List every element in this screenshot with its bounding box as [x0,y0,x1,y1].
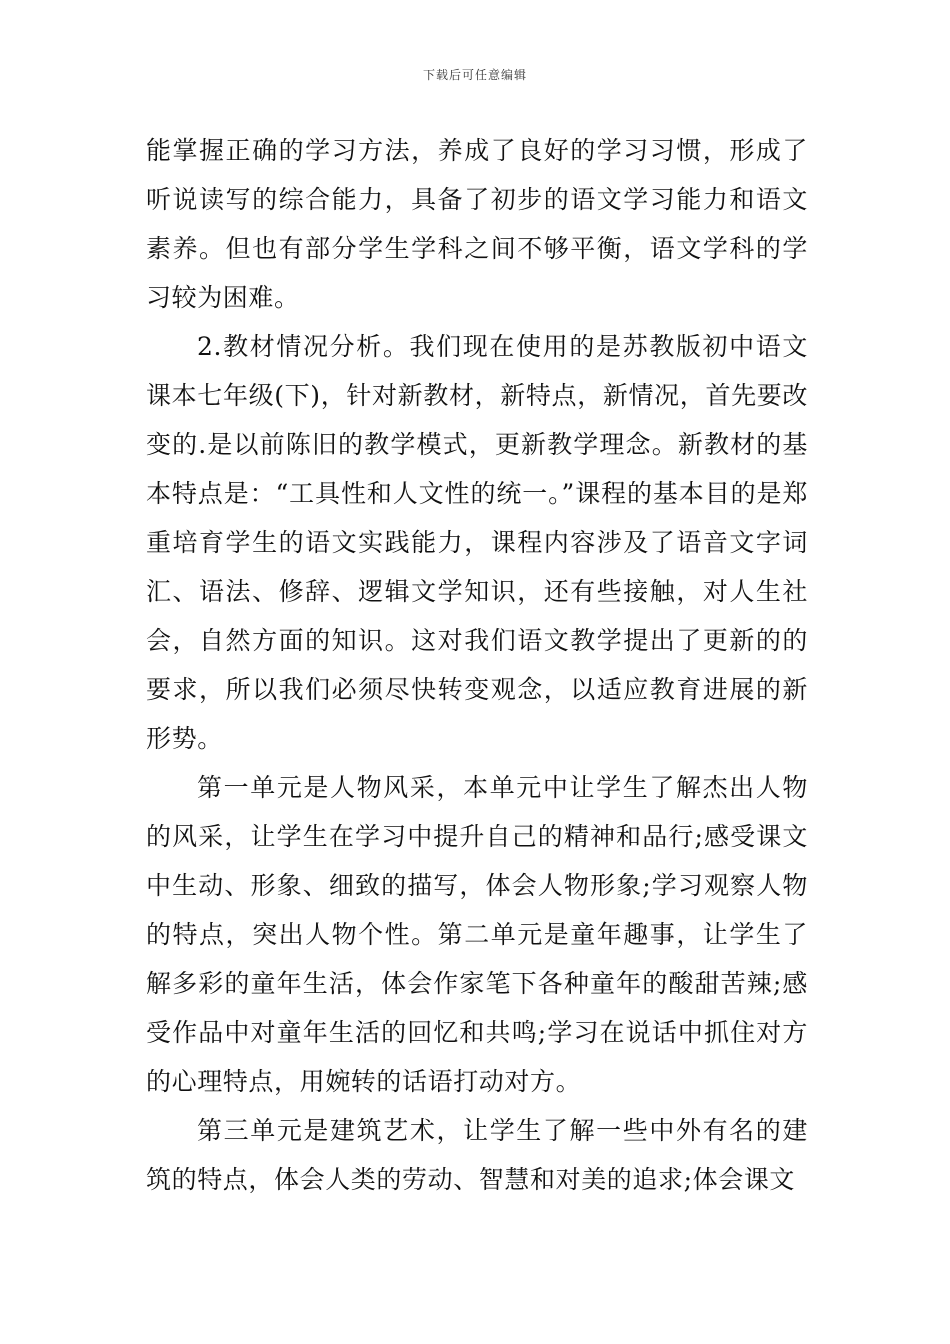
paragraph-textbook-analysis: 2.教材情况分析。我们现在使用的是苏教版初中语文课本七年级(下)，针对新教材，新特点，新情况，首先要改变的.是以前陈旧的教学模式，更新教学理念。新教材的基本特点是：“工具性和人文性的统一。”课程的基本目的是郑重培育学生的语文实践能力，课程内容涉及了语音文字词汇、语法、修辞、逻辑文学知识，还有些接触，对人生社会，自然方面的知识。这对我们语文教学提出了更新的的要求，所以我们必须尽快转变观念，以适应教育进展的新形势。 [146,332,808,753]
page-header-note: 下载后可任意编辑 [422,68,527,82]
paragraph-unit-three: 第三单元是建筑艺术，让学生了解一些中外有名的建筑的特点，体会人类的劳动、智慧和对美的追求;体会课文 [146,1116,808,1194]
document-body [146,126,808,1204]
paragraph-continuation: 能掌握正确的学习方法，养成了良好的学习习惯，形成了听说读写的综合能力，具备了初步的语文学习能力和语文素养。但也有部分学生学科之间不够平衡，语文学科的学习较为困难。 [146,136,808,312]
paragraph-units-one-two: 第一单元是人物风采，本单元中让学生了解杰出人物的风采，让学生在学习中提升自己的精神和品行;感受课文中生动、形象、细致的描写，体会人物形象;学习观察人物的特点，突出人物个性。第二单元是童年趣事，让学生了解多彩的童年生活，体会作家笔下各种童年的酸甜苦辣;感受作品中对童年生活的回忆和共鸣;学习在说话中抓住对方的心理特点，用婉转的话语打动对方。 [146,773,808,1096]
